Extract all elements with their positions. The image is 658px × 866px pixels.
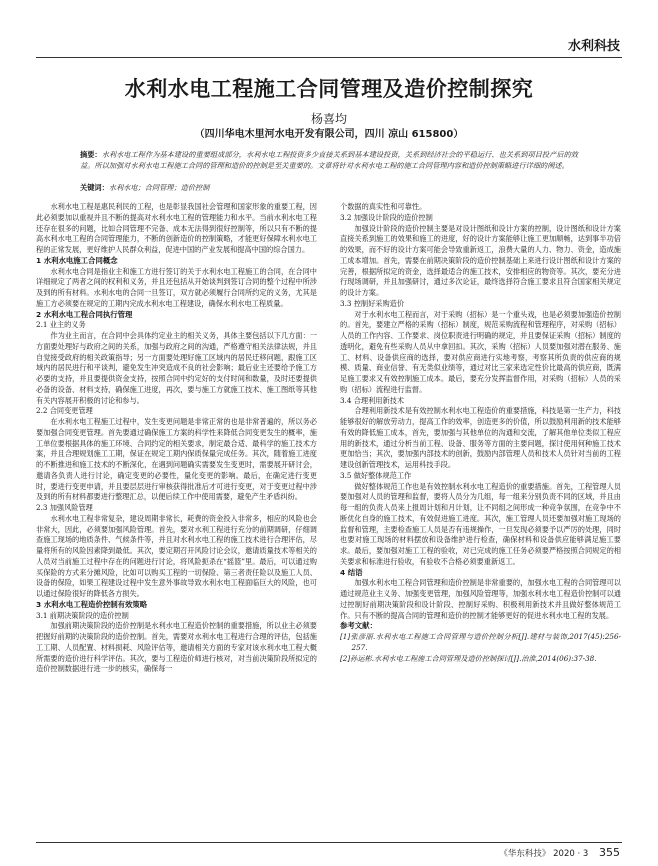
subsection-heading: 2.1 业主的义务 [36,320,86,330]
subsection-heading: 3.2 加强设计阶段的造价控制 [340,212,433,222]
section-heading: 2 水利水电工程合同执行管理 [36,309,133,319]
paragraph: 对于水利水电工程而言，对于采购（招标）是一个重头戏，也是必须要加强造价控制的。首先，要建立严格的采购（招标）制度，规范采购流程和管理程序，对采购（招标）人员的工作内容、工作要求、岗位职责进行明确的规定，并且要保证采购（招标）制度的透明化，避免有些采购人员从中拿回扣。其次，采购（招标）人员要加强对潜在服务、施工、材料、设备供应商的选择，要对供应商进行实地考察，考察其所负责的供应商的规模、质量、商业信誉、有无类似业绩等，通过对比三家来选定性价比最高的供应商，既满足施工要求又有效控制施工成本。最后，要充分发挥监督作用，对采购（招标）人员的采购（招标）流程进行监督。 [340,309,621,394]
author: 杨喜均 [310,112,347,126]
abstract-text: 水利水电工程作为基本建设的重要组成部分，水利水电工程投资多少直接关系到基本建设投资，关系到经济社会的平稳运行、也关系到项目投产后的效益。所以加强对水利水电工程施工合同的管理和造价的控制是至关重要的。文章将针对水利水电工程的施工合同管理内容和造价控制策略进行详细的阐述。 [80,150,578,170]
page-number: 355 [599,846,620,859]
subsection-heading: 3.3 控制好采购造价 [340,298,405,308]
subsection-heading: 2.2 合同变更管理 [36,406,93,416]
paragraph: 水利水电工程非常复杂，建设周期非常长，耗费的资金投入非常多，相应的风险也会非常大，因此，必须要加强风险管理。首先，要对水利工程进行充分的前期调研，仔细调查施工现场的地质条件、气候条件等，并且对水利水电工程的施工技术进行合理评估，尽量将所有的风险因素降到最低。其次，要定期召开风险讨论会议，邀请质量技术等相关的人员对当前施工过程中存在的问题进行讨论，将风险扼杀在“摇篮”里。最后，可以通过购买保险的方式来分摊风险，比如可以购买工程的一切保险、第三者责任险以及施工人员、设备的保险，如果工程建设过程中发生意外事故导致水利水电工程面临巨大的风险，也可以通过保险很好的降低各方损失。 [36,513,317,598]
reference: [1]张彦丽.水利水电工程施工合同管理与造价控制分析[J].建材与装饰,2017(45):256-257. [340,632,621,652]
paragraph: 加强设计阶段的造价控制主要是对设计图纸和设计方案的控制，设计图纸和设计方案直接关系到施工的效果和施工的进度，好的设计方案能够让施工更加顺畅，达到事半功倍的效果，而不好的设计方案可能会导致重新返工，浪费大量的人力、物力、资金，造成施工成本增加。首先，需要在前期决策阶段的造价控制基础上来进行设计图纸和设计方案的完善，根据所拟定的资金，选择最适合的施工技术，安排相应的物资等。其次，要充分进行现场调研，并且加强研讨，通过多次论证，最终选择符合施工要求且符合国家相关规定的设计方案。 [340,223,621,297]
footer [499,846,620,859]
subsection-heading: 3.4 合理利用新技术 [340,395,405,405]
journal-name: 《华东科技》 [499,849,551,859]
paragraph: 水利水电工程是惠民利民的工程，也是彰显我国社会管理和国家形象的重要工程，因此必须要加以重视并且不断的提高对水利水电工程的管理能力和水平。当前水利水电工程还存在很多的问题，比如合同管理不完备、成本无法得到很好控制等，所以只有不断的提高水利水电工程的合同管理能力，不断的创新造价的控制策略，才能更好保障水利水电工程的正常发展，更好维护人民群众利益，促进中国的产业发展和提高中国的综合国力。 [36,202,317,254]
right-column [340,202,621,664]
paragraph: 水利水电合同是指业主和施工方进行签订的关于水利水电工程施工的合同，在合同中详细规定了两者之间的权利和义务，并且还包括从开始谈判到签订合同的整个过程中所涉及到的所有材料。水利水电的合同一旦签订，双方就必须履行合同所约定的义务，尤其是施工方必须要在规定的工期内完成水利水电工程建设，确保水利水电工程质量。 [36,266,317,308]
paragraph: 加强水利水电工程合同管理和造价控制是非常重要的，加强水电工程的合同管理可以通过规范业主义务、加强变更管理，加强风险管理等，加强水利水电工程造价控制可以通过控制好前期决策阶段和设计阶段、控制好采购、积极利用新技术并且做好整体规范工作。只有不断的提高合同的管理和造价的控制才能够更好的促进水利水电工程的发展。 [340,578,621,620]
left-column [36,202,317,675]
keywords [80,183,578,193]
footer-rule [36,842,622,843]
section-heading: 1 水利水电施工合同概念 [36,255,118,265]
abstract [80,150,578,171]
subsection-heading: 3.5 做好整体规范工作 [340,470,412,480]
section-tag: 水利科技 [567,39,620,54]
header-rule [36,57,622,58]
paragraph: 加强前期决策阶段的造价控制是水利水电工程造价控制的重要措施，所以业主必须要把握好前期的决策阶段的造价控制。首先，需要对水利水电工程进行合理的评估，包括施工工期、人员配置、材料损耗、风险评估等，邀请相关方面的专家对该水利水电工程大概所需要的造价进行科学评估。其次，要与工程造价师进行核对，对当前决策阶段所拟定的造价控制数据进行进一步的核实，确保每一 [36,621,317,674]
paragraph: 作为业主而言，在合同中会具体约定业主的相关义务，具体主要包括以下几方面：一方面要处理好与政府之间的关系，加强与政府之间的沟通，严格遵守相关法律法规，并且自觉接受政府的相关政策指导；另一方面要处理好施工区域内的居民迁移问题，跟施工区域内的居民进行和平谈判，避免发生冲突造成不良的社会影响；最后业主还要给予施工方必要的支持，并且要提供资金支持，按照合同中约定好的支付时间和数量，及时还要提供必备的设备、材料支持，确保施工进度，再次，要与施工方就施工技术、施工图纸等其他有关内容展开积极的讨论和参与。 [36,331,317,405]
keywords-text: 水利水电；合同管理；造价控制 [108,183,210,192]
keywords-label: 关键词： [80,183,109,192]
section-heading: 参考文献： [340,621,377,631]
article-title: 水利水电工程施工合同管理及造价控制探究 [124,77,534,101]
paragraph: 合理利用新技术是有效控制水利水电工程造价的重要措施，科技是第一生产力，科技能够很好的解放劳动力，提高工作的效率，创造更多的价值，所以鼓励利用新的技术能够有效的降低施工成本，首先，要加强与其他单位的沟通和交流，了解其他单位类似工程应用的新技术，通过分析当前工程、设备、服务等方面的主要问题，探讨使用何种施工技术更加恰当；其次，要加强内部技术的创新，鼓励内部管理人员和技术人员针对当前的工程建设创新管理技术，运用科技手段。 [340,406,621,469]
section-heading: 4 结语 [340,567,363,577]
paragraph: 个数据的真实性和可靠性。 [340,202,427,211]
paragraph: 做好整体规范工作也是有效控制水利水电工程造价的重要措施。首先，工程管理人员要加强对人员的管理和监督，要将人员分为几组，每一组来分别负责不同的区域，并且由每一组的负责人员来上报周计划和月计划，让不同组之间形成一种竞争氛围，在竞争中不断优化自身的施工技术，有效促进施工进度。其次，施工管理人员还要加强对施工现场的监督和管理，主要检查施工人员是否有违规操作，一旦发现必须要予以严厉的处理，同时也要对施工现场的材料摆放和设备维护进行检查，确保材料和设备供应能够满足施工要求。最后，要加强对施工工程的验收，对已完成的施工任务必须要严格按照合同规定的相关要求和标准进行验收，有验收不合格必须要重新返工。 [340,481,621,566]
affiliation: （四川华电木里河水电开发有限公司，四川 凉山 615800） [194,129,464,140]
section-heading: 3 水利水电工程造价控制有效策略 [36,599,148,609]
abstract-label: 摘要： [80,150,102,159]
reference: [2]孙运彬.水利水电工程施工合同管理及造价控制探讨[J].治淮,2014(06):37-38. [340,653,597,663]
issue: 2020 · 3 [553,849,589,859]
subsection-heading: 2.3 加强风险管理 [36,503,93,512]
subsection-heading: 3.1 前期决策阶段的造价控制 [36,610,129,620]
paragraph: 在水利水电工程施工过程中，发生变更问题是非常正常的也是非常普遍的，所以务必要加强合同变更管理。首先要通过确保施工方案的科学性来降低合同变更发生的概率，施工单位要根据具体的施工环境、合同约定的相关要求，制定最合适、最科学的施工技术方案，并且合理规划施工工期，保证在规定工期内保质保量完成任务。其次，随着施工进度的不断推进和施工技术的不断深化，在遇到问题确实需要发生变更时，需要展开研讨会，邀请各负责人进行讨论，确定变更的必要性，量化变更的影响。最后，在确定进行变更时，要进行变更申请，并且要层层进行审核获得批准后才可进行变更，对于变更过程中涉及到的所有材料都要进行整理汇总，以便后续工作中使用需要，避免产生矛盾纠纷。 [36,417,317,502]
